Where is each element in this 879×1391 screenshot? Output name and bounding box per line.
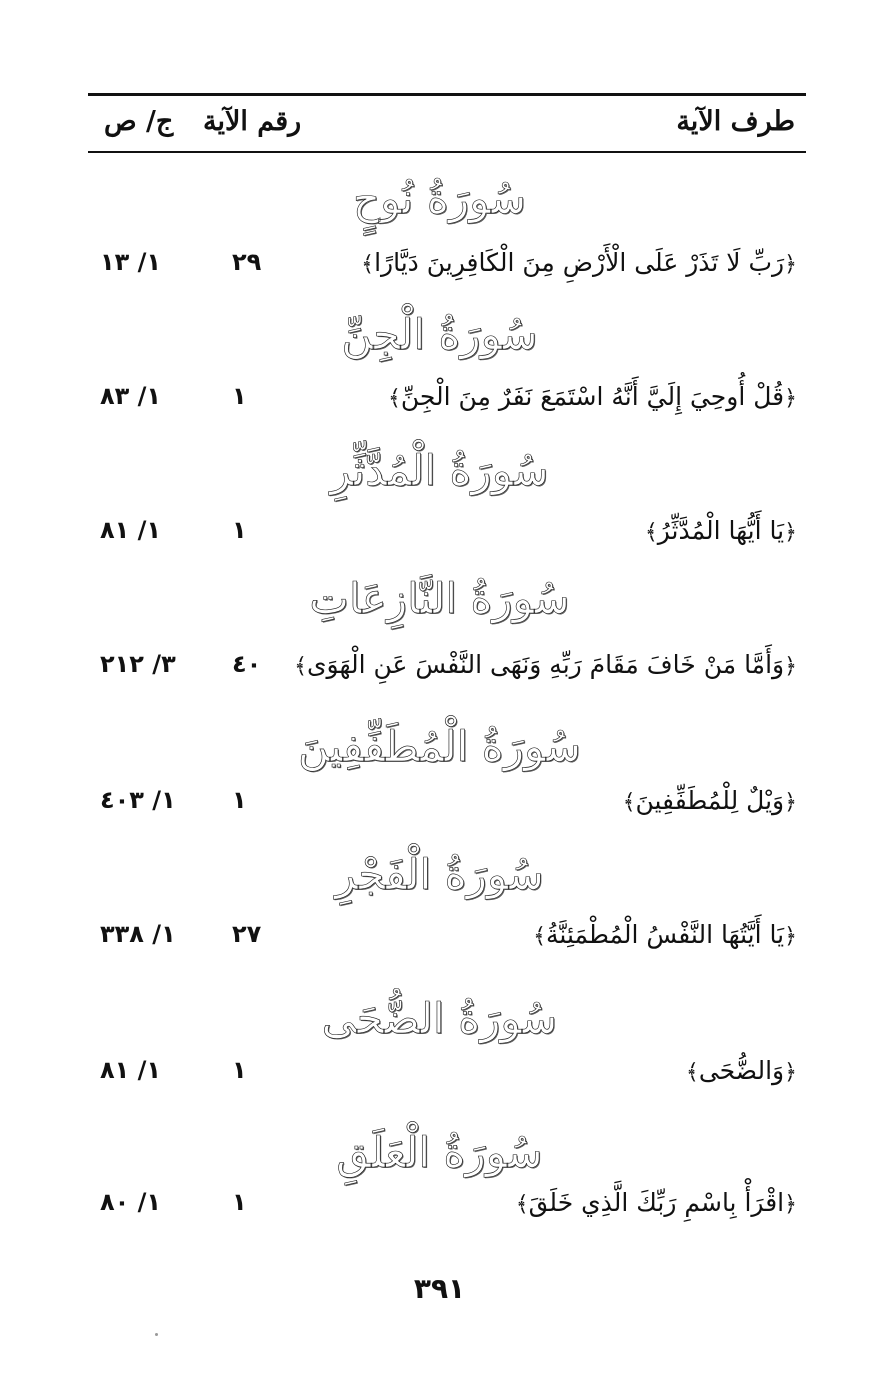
ayah-text [533,920,797,949]
ayah-number: ١ [232,786,247,814]
surah-title: سُورَةُ الْعَلَقِ [336,1128,543,1177]
header-number-label: رقم الآية [203,106,302,137]
ayah-text [361,248,797,277]
scan-speck [155,1333,158,1336]
volume-page-ref: ١/ ٣٣٨ [100,920,176,948]
volume-page-ref: ١/ ٨٣ [100,382,162,410]
volume-page-ref: ١/ ٤٠٣ [100,786,176,814]
ayah-number: ٤٠ [232,650,262,678]
ayah-number: ١ [232,1056,247,1084]
open-bracket: ﴿ [784,252,797,277]
close-bracket: ﴾ [387,386,401,411]
volume-page-ref: ٣/ ٢١٢ [100,650,176,678]
open-bracket: ﴿ [784,924,797,949]
volume-page-ref: ١/ ١٣ [100,248,162,276]
ayah-row [0,786,879,826]
ayah-text [516,1188,797,1217]
ayah-row [0,248,879,288]
surah-title: سُورَةُ النَّازِعَاتِ [309,574,570,623]
header-top-rule [88,93,806,96]
ayah-number: ١ [232,1188,247,1216]
ayah-row [0,1188,879,1228]
ayah-row [0,516,879,556]
surah-title: سُورَةُ نُوحٍ [352,174,527,223]
surah-title: سُورَةُ الضُّحَى [321,994,558,1043]
open-bracket: ﴿ [784,520,797,545]
ayah-words: يَا أَيَّتُهَا النَّفْسُ الْمُطْمَئِنَّةُ [546,920,785,949]
ayah-words: وَالضُّحَى [698,1056,785,1085]
close-bracket: ﴾ [361,252,375,277]
close-bracket: ﴾ [294,654,307,679]
ayah-text [623,786,797,815]
ayah-words: رَبِّ لَا تَذَرْ عَلَى الْأَرْضِ مِنَ الْكَافِرِينَ دَيَّارًا [374,248,785,277]
close-bracket: ﴾ [515,1192,529,1217]
ayah-number: ٢٩ [232,248,262,276]
open-bracket: ﴿ [784,654,797,679]
close-bracket: ﴾ [644,520,658,545]
ayah-row [0,920,879,960]
open-bracket: ﴿ [784,1060,797,1085]
close-bracket: ﴾ [622,790,636,815]
close-bracket: ﴾ [685,1060,699,1085]
ayah-text [388,382,797,411]
surah-title: سُورَةُ الْمُدَّثِّرِ [330,446,549,495]
page-number: ٣٩١ [413,1272,466,1305]
ayah-words: وَأَمَّا مَنْ خَافَ مَقَامَ رَبِّهِ وَنَهَى النَّفْسَ عَنِ الْهَوَى [306,650,785,679]
open-bracket: ﴿ [784,1192,797,1217]
ayah-number: ١ [232,516,247,544]
ayah-text [294,650,797,679]
ayah-words: اقْرَأْ بِاسْمِ رَبِّكَ الَّذِي خَلَقَ [528,1188,785,1217]
open-bracket: ﴿ [784,386,797,411]
volume-page-ref: ١/ ٨٠ [100,1188,162,1216]
ayah-row [0,650,879,690]
surah-title: سُورَةُ الْجِنِّ [341,310,538,359]
ayah-text [645,516,797,545]
header-bottom-rule [88,151,806,153]
header-ref-label: ج/ ص [104,106,174,137]
ayah-number: ٢٧ [232,920,262,948]
ayah-words: وَيْلٌ لِلْمُطَفِّفِينَ [635,786,785,815]
close-bracket: ﴾ [533,924,546,949]
ayah-row [0,1056,879,1096]
ayah-row [0,382,879,422]
surah-title: سُورَةُ الْمُطَفِّفِينَ [298,722,581,771]
volume-page-ref: ١/ ٨١ [100,1056,162,1084]
header-ayah-label: طرف الآية [676,106,795,137]
surah-title: سُورَةُ الْفَجْرِ [335,850,544,899]
ayah-text [686,1056,797,1085]
open-bracket: ﴿ [784,790,797,815]
ayah-words: قُلْ أُوحِيَ إِلَيَّ أَنَّهُ اسْتَمَعَ نَفَرٌ مِنَ الْجِنِّ [400,382,785,411]
ayah-words: يَا أَيُّهَا الْمُدَّثِّرُ [657,516,785,545]
ayah-number: ١ [232,382,247,410]
volume-page-ref: ١/ ٨١ [100,516,162,544]
